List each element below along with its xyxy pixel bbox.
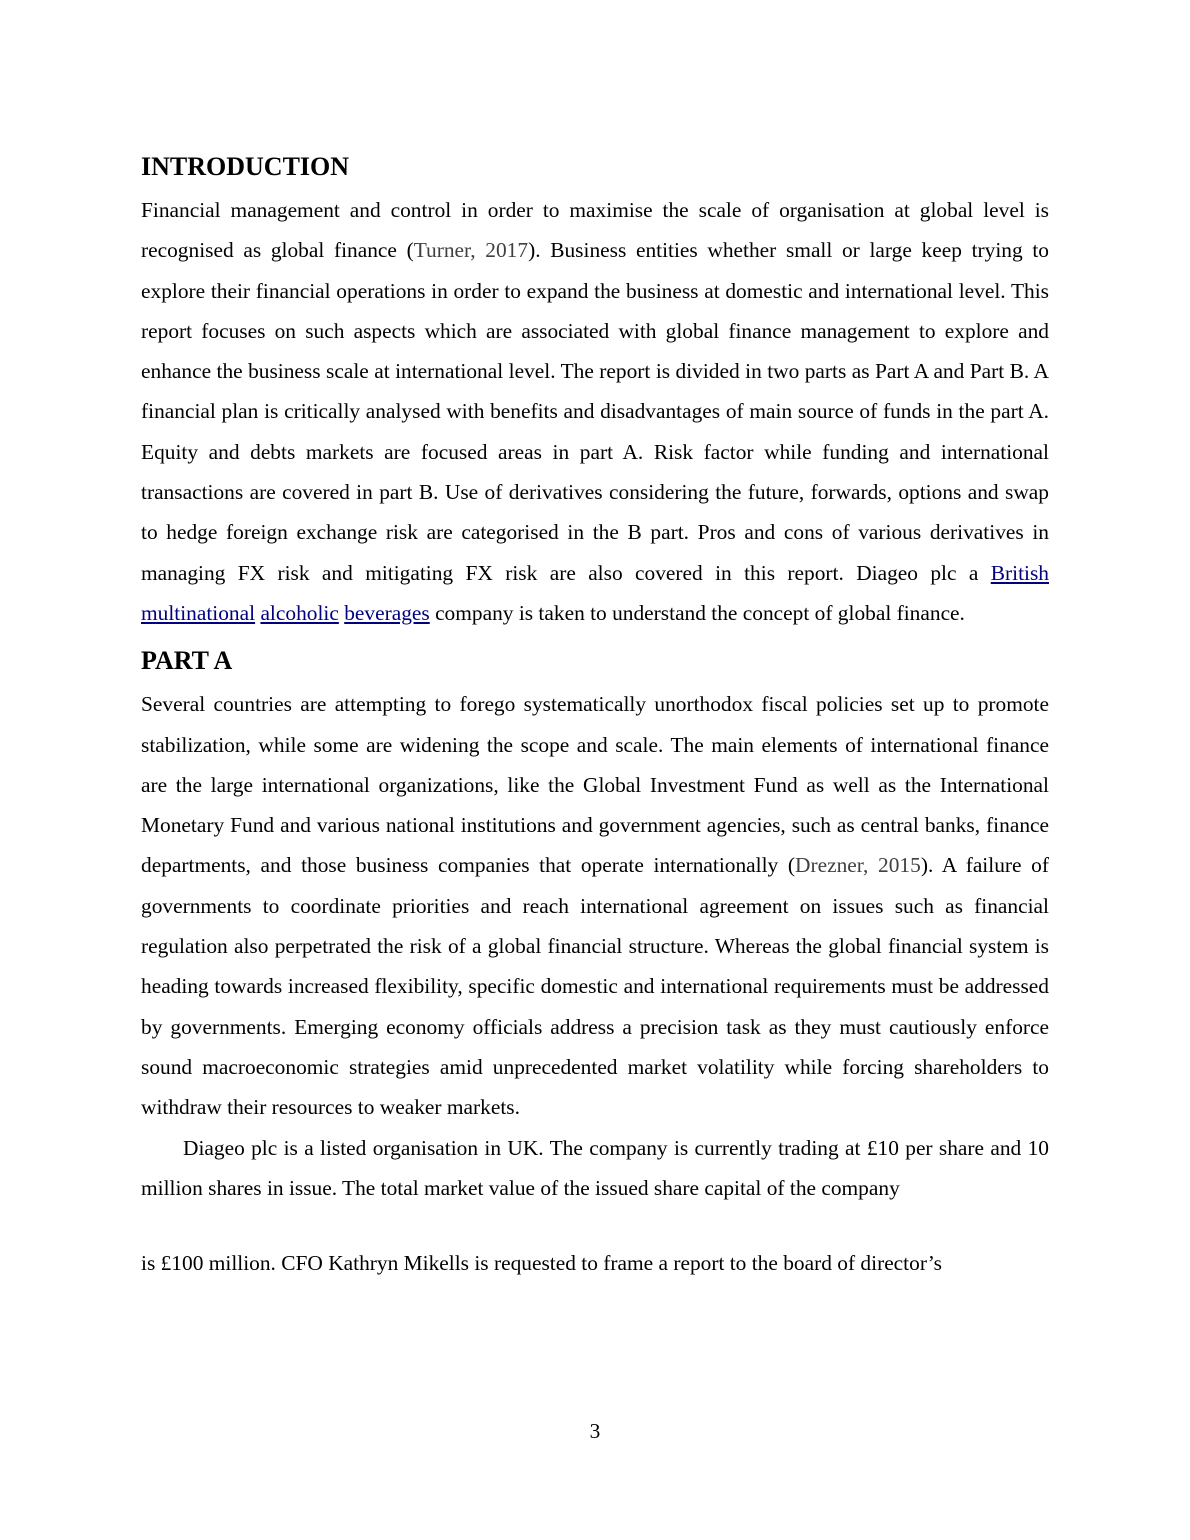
part-a-text-1: Several countries are attempting to forego systematically unorthodox fiscal policies set up to promote stabilization, while some are widening the scope and scale. The main elements of international finance are the large international organizations, like the Global Investment Fund as well as the International Monetary Fund and various national institutions and government agencies, such as central banks, finance departments, and those business companies that operate internationally ( xyxy=(141,692,1049,878)
introduction-heading: INTRODUCTION xyxy=(141,152,350,181)
part-a-paragraph-2: Diageo plc is a listed organisation in UK. The company is currently trading at £10 per share and 10 million shares in issue. The total market value of the issued share capital of the company xyxy=(141,1135,1049,1200)
part-a-paragraph-3: is £100 million. CFO Kathryn Mikells is requested to frame a report to the board of director’s xyxy=(141,1251,942,1276)
document-page xyxy=(141,148,1049,1283)
introduction-paragraph xyxy=(141,190,1049,633)
intro-text-1: Financial management and control in order to maximise the scale of organisation at global level is recognised as global finance ( xyxy=(141,198,1049,263)
citation-turner: Turner, 2017 xyxy=(413,238,529,263)
part-a-heading: PART A xyxy=(141,646,233,676)
link-british[interactable]: British xyxy=(990,560,1049,585)
intro-text-2: ). Business entities whether small or large keep trying to explore their financial operations in order to expand the business at domestic and international level. This report focuses on such aspects which are associated with global finance management to explore and enhance the business scale at international level. The report is divided in two parts as Part A and Part B. A financial plan is critically analysed with benefits and disadvantages of main source of funds in the part A. Equity and debts markets are focused areas in part A. Risk factor while funding and international transactions are covered in part B. Use of derivatives considering the future, forwards, options and swap to hedge foreign exchange risk are categorised in the B part. Pros and cons of various derivatives in managing FX risk and mitigating FX risk are also covered in this report. Diageo plc a xyxy=(141,238,1049,585)
citation-drezner: Drezner, 2015 xyxy=(795,853,921,878)
part-a-paragraph-1 xyxy=(141,684,1049,1127)
link-alcoholic[interactable]: alcoholic xyxy=(260,600,339,625)
link-beverages[interactable]: beverages xyxy=(344,600,430,625)
intro-text-3: company is taken to understand the concept of global finance. xyxy=(429,600,965,625)
page-number: 3 xyxy=(589,1419,601,1443)
link-multinational[interactable]: multinational xyxy=(141,600,256,625)
part-a-text-2: ). A failure of governments to coordinate priorities and reach international agreement on issues such as financial regulation also perpetrated the risk of a global financial structure. Whereas the global financial system is heading towards increased flexibility, specific domestic and international requirements must be addressed by governments. Emerging economy officials address a precision task as they must cautiously enforce sound macroeconomic strategies amid unprecedented market volatility while forcing shareholders to withdraw their resources to weaker markets. xyxy=(141,853,1049,1120)
